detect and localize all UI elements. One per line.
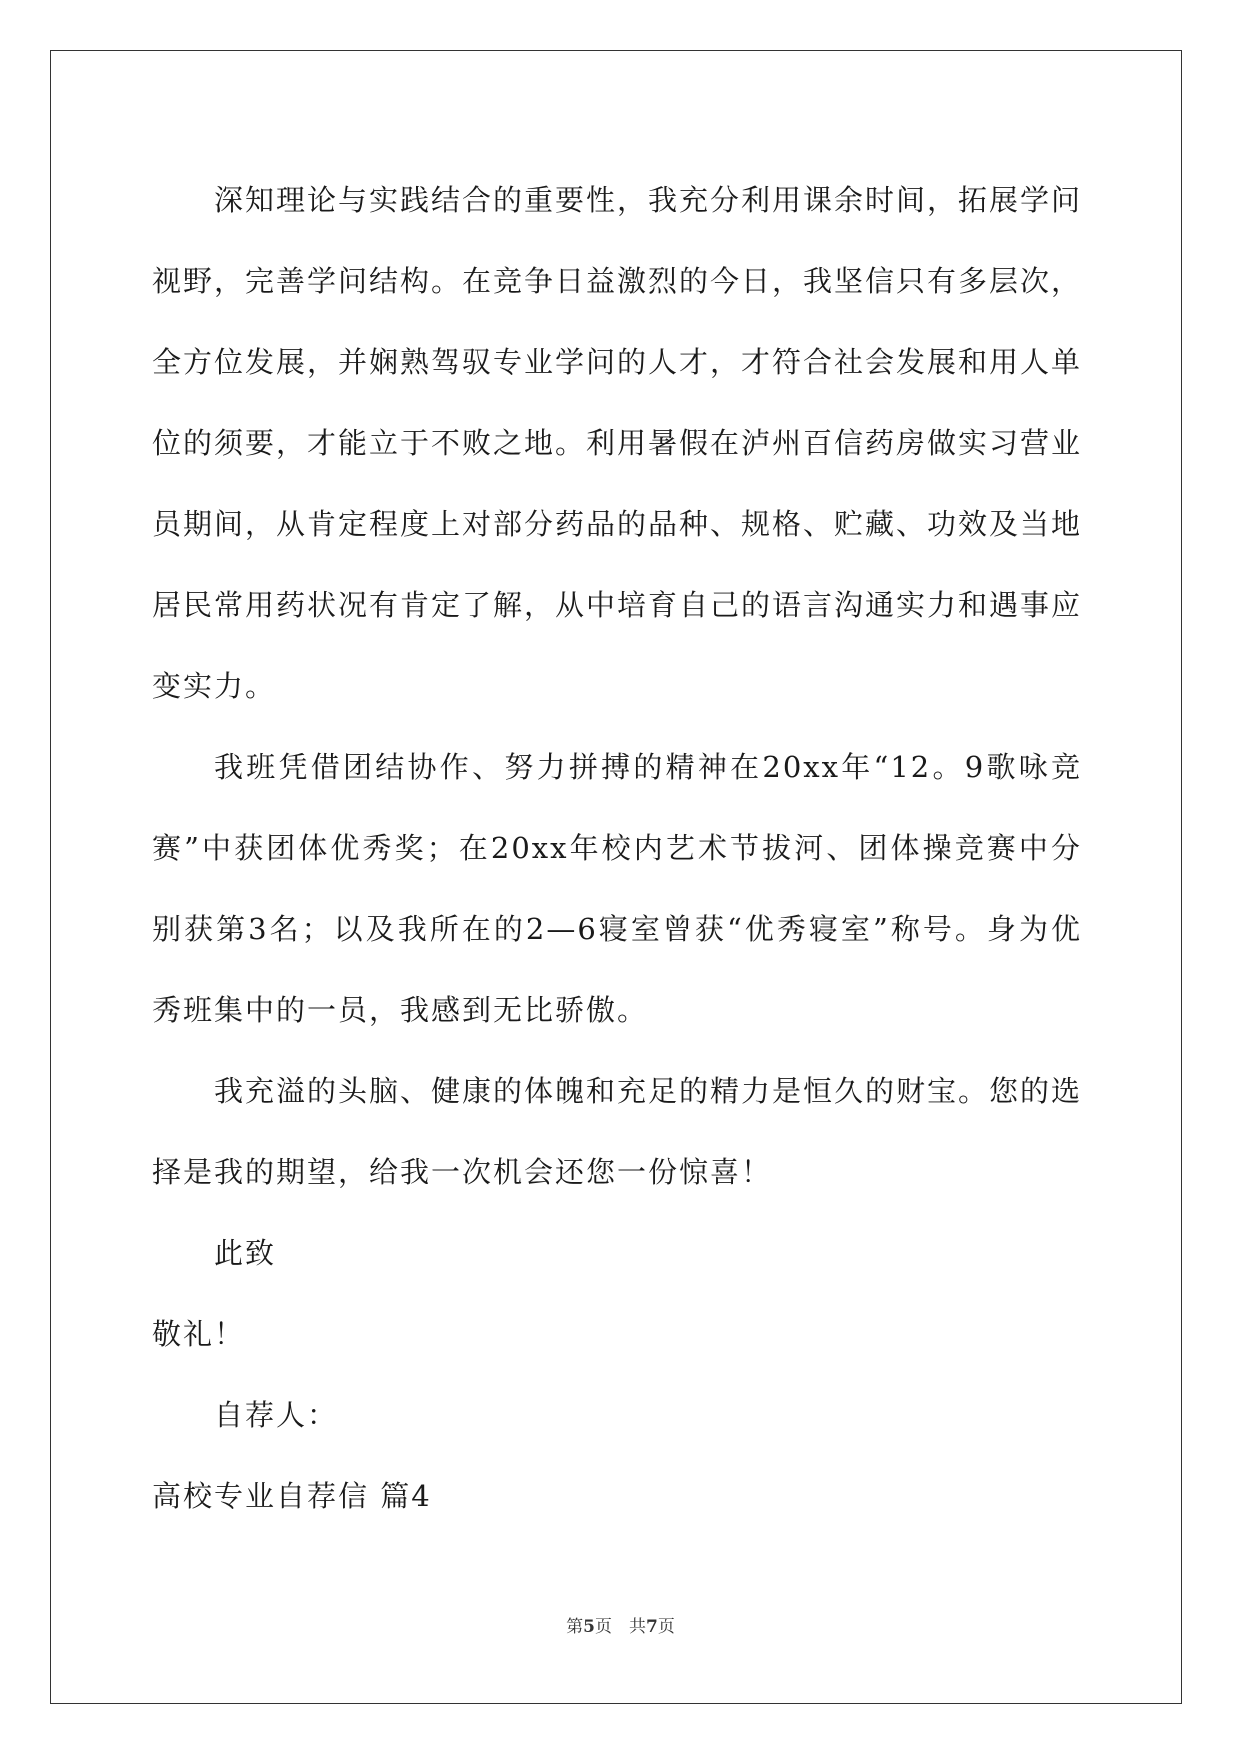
page-current: 5 xyxy=(583,1617,595,1637)
page-total: 7 xyxy=(646,1617,658,1637)
closing-phrase: 此致 xyxy=(214,1236,277,1270)
letter-body xyxy=(152,160,1082,1537)
page-footer xyxy=(0,1612,1241,1637)
paragraph-practice: 深知理论与实践结合的重要性，我充分利用课余时间，拓展学问视野，完善学问结构。在竞争日益激烈的今日，我坚信只有多层次，全方位发展，并娴熟驾驭专业学问的人才，才符合社会发展和用人单位的须要，才能立于不败之地。利用暑假在泸州百信药房做实习营业员期间，从肯定程度上对部分药品的品种、规格、贮藏、功效及当地居民常用药状况有肯定了解，从中培育自己的语言沟通实力和遇事应变实力。 xyxy=(152,183,1083,703)
signature-line: 自荐人： xyxy=(214,1398,339,1432)
page-prefix: 第 xyxy=(566,1617,584,1637)
salute: 敬礼！ xyxy=(152,1317,246,1351)
paragraph-closing-statement: 我充溢的头脑、健康的体魄和充足的精力是恒久的财宝。您的选择是我的期望，给我一次机会还您一份惊喜！ xyxy=(152,1074,1083,1189)
paragraph-class-honors: 我班凭借团结协作、努力拼搏的精神在20xx年“12。9歌咏竞赛”中获团体优秀奖；在20xx年校内艺术节拔河、团体操竞赛中分别获第3名；以及我所在的2—6寝室曾获“优秀寝室”称号。身为优秀班集中的一员，我感到无比骄傲。 xyxy=(152,750,1082,1027)
page-mid: 页 共 xyxy=(595,1617,646,1637)
page-suffix: 页 xyxy=(657,1617,675,1637)
next-section-heading: 高校专业自荐信 篇4 xyxy=(152,1479,432,1513)
